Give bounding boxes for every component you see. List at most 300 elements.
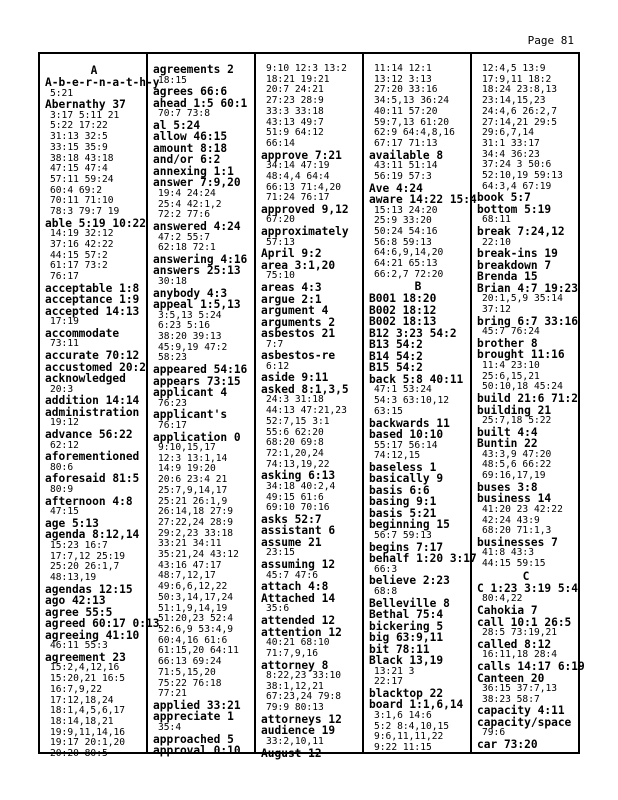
index-reference: 43:3,9 47:20: [482, 448, 552, 460]
index-reference: 79:6: [482, 727, 506, 739]
index-reference: 48:7,12,17: [158, 570, 216, 582]
index-reference: 16:7,9,22: [50, 683, 102, 695]
index-reference: 6:12: [266, 360, 290, 372]
index-entry: board 1:1,6,14: [369, 698, 464, 712]
index-reference: 37:16 42:22: [50, 238, 114, 250]
index-entry: B12 3:23 54:2: [369, 326, 457, 340]
index-entry: appears 73:15: [153, 374, 241, 388]
index-entry: acceptance 1:9: [45, 293, 140, 307]
index-reference: 48:13,19: [50, 571, 97, 583]
index-reference: 76:17: [158, 419, 187, 431]
index-entry: baseless 1: [369, 460, 437, 474]
index-reference: 68:11: [482, 214, 511, 226]
index-entry: attention 12: [261, 625, 342, 639]
index-reference: 47:1 53:24: [374, 384, 432, 396]
index-column-1: [40, 54, 160, 760]
index-reference: 45:7 47:6: [266, 569, 318, 581]
index-reference: 5:2 8:4,10,15: [374, 720, 450, 732]
index-reference: 14:9 19:20: [158, 463, 216, 475]
index-reference: 69:16,17,19: [482, 470, 546, 482]
index-entry: break 7:24,12: [477, 225, 565, 239]
index-entry: blacktop 22: [369, 686, 444, 700]
index-entry: car 73:20: [477, 738, 538, 752]
index-reference: 60:4,16 61:6: [158, 634, 228, 646]
index-entry: based 10:10: [369, 428, 444, 442]
index-reference: 20:3: [50, 383, 74, 395]
index-reference: 6:23 5:16: [158, 320, 210, 332]
index-reference: 78:3 79:7 19: [50, 206, 120, 218]
index-reference: 55:17 56:14: [374, 439, 438, 451]
index-reference: 8:22,23 33:10: [266, 670, 342, 681]
index-entry: assistant 6: [261, 524, 336, 538]
index-reference: 52:7,15 3:1: [266, 415, 330, 427]
index-reference: 19:9,11,14,16: [50, 726, 126, 738]
index-reference: 29:2,23 33:18: [158, 527, 234, 539]
index-reference: 68:20 69:8: [266, 437, 324, 449]
index-reference: 50:10,18 45:24: [482, 381, 563, 393]
index-entry: annexing 1:1: [153, 164, 234, 178]
index-reference: 48:5,6 66:22: [482, 459, 552, 471]
index-reference: 20:20 80:5: [50, 748, 108, 760]
index-reference: 47:15 47:4: [50, 163, 108, 175]
index-reference: 11:4 23:10: [482, 359, 540, 371]
index-entry: addition 14:14: [45, 394, 140, 408]
index-reference: 30:18: [158, 275, 187, 287]
index-entry: approved 9,12: [261, 202, 349, 216]
index-reference: 33:21 34:11: [158, 538, 222, 550]
index-entry: approached 5: [153, 732, 234, 746]
index-reference: 75:10: [266, 270, 295, 282]
index-reference: 27:20 33:16: [374, 84, 438, 96]
index-entry: agenda 8:12,14: [45, 528, 140, 542]
index-reference: 20:1,5,9 35:14: [482, 293, 563, 305]
index-reference: 49:6,6,12,22: [158, 581, 228, 593]
index-reference: 16:11,18 28:4: [482, 649, 558, 661]
index-reference: 79:9 80:13: [266, 702, 324, 714]
index-entry: acceptable 1:8: [45, 281, 140, 295]
index-entry: B14 54:2: [369, 349, 423, 363]
index-reference: 35:21,24 43:12: [158, 549, 239, 561]
index-reference: 48:4,4 64:4: [266, 170, 330, 182]
index-entry: approval 0:10: [153, 744, 241, 758]
index-entry: called 8:12: [477, 637, 552, 651]
index-reference: 43:11 51:14: [374, 160, 438, 172]
index-entry: al 5:24: [153, 118, 201, 132]
index-reference: 51:1,9,14,19: [158, 602, 228, 614]
index-column-4: [364, 54, 477, 754]
index-entry: breakdown 7: [477, 258, 552, 272]
index-entry: brought 11:16: [477, 348, 565, 362]
index-reference: 18:21 19:21: [266, 73, 330, 85]
index-reference: 64:6,9,14,20: [374, 247, 444, 259]
index-reference: 15:23 16:7: [50, 539, 108, 551]
index-reference: 76:17: [50, 271, 79, 283]
index-reference: 23:15: [266, 547, 295, 559]
index-entry: behalf 1:20 3:17: [369, 552, 477, 566]
index-reference: 58:23: [158, 352, 187, 364]
index-reference: 44:15 57:2: [50, 249, 108, 261]
index-reference: 33:3 33:18: [266, 105, 324, 117]
index-reference: 15:20,21 16:5: [50, 673, 126, 685]
index-reference: 15:2,4,12,16: [50, 662, 120, 674]
index-reference: 61:17 73:2: [50, 260, 108, 272]
index-entry: application 0: [153, 430, 241, 444]
index-reference: 5:21: [50, 87, 74, 99]
index-entry: Cahokia 7: [477, 604, 538, 618]
index-entry: attach 4:8: [261, 580, 329, 594]
index-reference: 52:10,19 59:13: [482, 170, 563, 182]
index-reference: 77:21: [158, 688, 187, 700]
index-reference: 66:14: [266, 137, 295, 149]
index-reference: 35:4: [158, 721, 182, 733]
index-reference: 18:24 23:8,13: [482, 84, 558, 96]
index-reference: 27:14,21 29:5: [482, 116, 558, 128]
index-reference: 12:3 13:1,14: [158, 452, 228, 464]
index-letter-heading: B: [414, 280, 422, 294]
index-reference: 17:12,18,24: [50, 694, 114, 706]
index-entry: Ave 4:24: [369, 181, 423, 195]
index-reference: 9:6,11,11,22: [374, 731, 444, 743]
index-reference: 34:4 36:23: [482, 148, 540, 160]
index-reference: 43:13 49:7: [266, 116, 324, 128]
index-entry: applied 33:21: [153, 698, 241, 712]
index-reference: 38:23 58:7: [482, 693, 540, 705]
index-reference: 34:5,13 36:24: [374, 95, 450, 107]
index-reference: 13:21 3: [374, 665, 415, 677]
index-reference: 47:2 55:7: [158, 231, 210, 243]
index-reference: 12:4,5 13:9: [482, 63, 546, 74]
index-entry: attorney 8: [261, 658, 329, 672]
index-reference: 72:1,20,24: [266, 447, 324, 459]
index-reference: 18:1,4,5,6,17: [50, 705, 126, 717]
page-number: Page 81: [527, 34, 574, 47]
index-reference: 68:20 71:1,3: [482, 525, 552, 537]
index-reference: 80:9: [50, 483, 74, 495]
index-entry: B001 18:20: [369, 292, 437, 306]
index-entry: accustomed 20:2: [45, 360, 147, 374]
index-reference: 54:3 63:10,12: [374, 395, 450, 407]
index-reference: 67:20: [266, 214, 295, 226]
index-reference: 50:3,14,17,24: [158, 591, 234, 603]
index-entry: April 9:2: [261, 247, 322, 261]
index-entry: acknowledged: [45, 372, 126, 386]
index-entry: A-b-e-r-n-a-t-h-y: [45, 76, 160, 89]
index-reference: 24:4,6 26:2,7: [482, 105, 558, 117]
index-entry: building 21: [477, 403, 552, 417]
index-reference: 37:12: [482, 304, 511, 316]
index-entry: administration: [45, 405, 140, 419]
index-reference: 43:16 47:17: [158, 559, 222, 571]
index-reference: 3:1,6 14:6: [374, 709, 432, 721]
index-reference: 33:15 35:9: [50, 141, 108, 153]
index-entry: asking 6:13: [261, 469, 336, 483]
index-reference: 57:11 59:24: [50, 173, 114, 185]
index-entry: business 14: [477, 492, 552, 506]
index-entry: capacity/space: [477, 715, 572, 729]
index-entry: and/or 6:2: [153, 153, 221, 167]
index-reference: 22:10: [482, 236, 511, 248]
index-reference: 74:12,15: [374, 450, 421, 462]
index-reference: 74:13,19,22: [266, 458, 330, 470]
index-entry: call 10:1 26:5: [477, 615, 572, 629]
index-reference: 37:24 3 50:6: [482, 159, 552, 171]
index-reference: 63:15: [374, 405, 403, 417]
index-entry: approximately: [261, 225, 349, 239]
index-entry: area 3:1,20: [261, 258, 336, 272]
index-reference: 15:13 24:20: [374, 204, 438, 216]
index-entry: big 63:9,11: [369, 631, 444, 645]
index-reference: 13:12 3:13: [374, 73, 432, 85]
index-reference: 62:12: [50, 439, 79, 451]
index-entry: argue 2:1: [261, 292, 322, 306]
index-reference: 7:7: [266, 338, 284, 350]
index-entry: basis 5:21: [369, 506, 437, 520]
index-entry: afternoon 4:8: [45, 494, 133, 508]
index-entry: ahead 1:5 60:1: [153, 96, 248, 110]
index-reference: 25:9 33:20: [374, 215, 432, 227]
index-entry: answers 25:13: [153, 264, 241, 278]
index-reference: 3:17 5:11 21: [50, 109, 120, 121]
index-entry: built 4:4: [477, 425, 538, 439]
index-reference: 66:13 71:4,20: [266, 181, 342, 193]
index-entry: bring 6:7 33:16: [477, 314, 579, 328]
index-entry: agreeing 41:10: [45, 628, 140, 642]
index-reference: 64:3,4 67:19: [482, 180, 552, 192]
index-entry: bickering 5: [369, 619, 444, 633]
index-reference: 27:22,24 28:9: [158, 516, 234, 528]
index-entry: available 8: [369, 148, 444, 162]
index-entry: B002 18:12: [369, 303, 437, 317]
index-entry: attorneys 12: [261, 712, 342, 726]
index-reference: 19:4 24:24: [158, 187, 216, 199]
index-entry: allow 46:15: [153, 130, 228, 144]
index-reference: 61:15,20 64:11: [158, 645, 239, 657]
index-entry: accepted 14:13: [45, 304, 140, 318]
index-entry: Belleville 8: [369, 596, 450, 610]
index-entry: asks 52:7: [261, 512, 322, 526]
index-entry: Bethal 75:4: [369, 608, 444, 622]
index-reference: 70:11 71:10: [50, 195, 114, 207]
index-reference: 64:21 65:13: [374, 258, 438, 270]
index-reference: 25:7,18 5:22: [482, 415, 552, 427]
index-reference: 20:7 24:21: [266, 84, 324, 96]
index-entry: beginning 15: [369, 518, 450, 532]
index-entry: able 5:19 10:22: [45, 216, 147, 230]
index-entry: calls 14:17 6:19: [477, 660, 585, 673]
index-entry: applicant 4: [153, 386, 228, 400]
index-reference: 66:3: [374, 563, 398, 575]
index-entry: C 1:23 3:19 5:4: [477, 581, 579, 595]
index-page-frame: [38, 52, 585, 760]
index-reference: 25:20 26:1,7: [50, 561, 120, 573]
index-reference: 25:4 42:1,2: [158, 198, 222, 210]
index-reference: 66:13 69:24: [158, 656, 222, 668]
index-reference: 27:23 28:9: [266, 95, 324, 107]
index-reference: 26:14,18 27:9: [158, 506, 234, 518]
index-entry: Canteen 20: [477, 671, 545, 685]
index-reference: 60:4 69:2: [50, 184, 102, 196]
index-entry: basically 9: [369, 472, 444, 486]
index-column-5: [472, 54, 585, 752]
index-reference: 49:15 61:6: [266, 491, 324, 503]
index-reference: 57:13: [266, 236, 295, 248]
index-reference: 9:10,15,17: [158, 442, 216, 454]
index-reference: 31:1 33:17: [482, 137, 540, 149]
index-reference: 38:1,12,21: [266, 680, 324, 692]
index-entry: answer 7:9,20: [153, 176, 241, 190]
index-entry: August 12: [261, 746, 322, 760]
index-entry: attended 12: [261, 614, 336, 628]
index-reference: 44:13 47:21,23: [266, 405, 347, 417]
index-reference: 9:10 12:3 13:2: [266, 63, 347, 74]
index-entry: bottom 5:19: [477, 202, 552, 216]
index-entry: aside 9:11: [261, 371, 329, 385]
index-reference: 9:22 11:15: [374, 742, 432, 754]
index-reference: 17:19: [50, 316, 79, 328]
index-reference: 3:5,13 5:24: [158, 309, 222, 321]
index-reference: 24:3 31:18: [266, 394, 324, 406]
index-reference: 11:14 12:1: [374, 63, 432, 74]
index-letter-heading: A: [90, 64, 98, 77]
index-reference: 18:14,18,21: [50, 715, 114, 727]
index-reference: 25:6,15,21: [482, 370, 540, 382]
index-entry: answering 4:16: [153, 252, 248, 266]
index-entry: build 21:6 71:2: [477, 392, 579, 406]
index-reference: 41:8 43:3: [482, 547, 534, 559]
index-entry: Buntin 22: [477, 437, 538, 451]
index-entry: amount 8:18: [153, 141, 228, 155]
index-column-3: [256, 54, 364, 760]
index-reference: 22:17: [374, 676, 403, 688]
index-entry: Attached 14: [261, 591, 336, 605]
index-entry: agreements 2: [153, 63, 234, 76]
index-entry: assuming 12: [261, 558, 336, 572]
index-column-2: [148, 54, 256, 758]
index-entry: audience 19: [261, 724, 336, 738]
index-reference: 31:13 32:5: [50, 131, 108, 143]
index-reference: 46:11 55:3: [50, 640, 108, 652]
index-reference: 71:5,15,20: [158, 666, 216, 678]
index-reference: 55:6 62:20: [266, 426, 324, 438]
index-entry: asbestos 21: [261, 327, 336, 341]
index-entry: agendas 12:15: [45, 582, 133, 596]
index-entry: Brian 4:7 19:23: [477, 281, 579, 295]
index-entry: agrees 66:6: [153, 85, 228, 99]
index-reference: 68:8: [374, 585, 398, 597]
index-reference: 56:7 59:13: [374, 529, 432, 541]
index-letter-heading: C: [522, 569, 530, 583]
index-reference: 33:2,10,11: [266, 735, 324, 747]
index-reference: 59:7,13 61:20: [374, 116, 450, 128]
index-entry: B002 18:13: [369, 315, 437, 329]
index-reference: 80:6: [50, 461, 74, 473]
index-entry: agreement 23: [45, 650, 126, 664]
index-reference: 69:10 70:16: [266, 502, 330, 514]
index-reference: 25:21 26:1,9: [158, 495, 228, 507]
index-entry: answered 4:24: [153, 220, 241, 234]
index-reference: 40:11 57:20: [374, 105, 438, 117]
index-entry: aware 14:22 15:4: [369, 193, 477, 207]
index-reference: 44:15 59:15: [482, 558, 546, 570]
index-entry: appreciate 1: [153, 710, 234, 724]
index-entry: capacity 4:11: [477, 704, 565, 718]
index-entry: backwards 11: [369, 416, 450, 430]
index-entry: Black 13,19: [369, 654, 444, 668]
index-reference: 80:4,22: [482, 593, 523, 605]
index-reference: 71:24 76:17: [266, 192, 330, 204]
index-reference: 29:6,7,14: [482, 127, 534, 139]
index-reference: 66:2,7 72:20: [374, 268, 444, 280]
index-entry: advance 56:22: [45, 428, 133, 442]
index-reference: 56:8 59:13: [374, 236, 432, 248]
index-reference: 17:7,12 25:19: [50, 550, 126, 562]
index-entry: asbestos-re: [261, 349, 336, 363]
index-reference: 62:9 64:4,8,16: [374, 127, 455, 139]
index-reference: 50:24 54:16: [374, 225, 438, 237]
index-entry: B13 54:2: [369, 338, 423, 352]
index-entry: age 5:13: [45, 516, 99, 530]
index-reference: 73:11: [50, 338, 79, 350]
index-reference: 28:5 73:19,21: [482, 627, 558, 639]
index-entry: asked 8:1,3,5: [261, 382, 349, 396]
index-reference: 25:7,9,14,17: [158, 484, 228, 496]
index-reference: 5:22 17:22: [50, 120, 108, 132]
index-reference: 17:9,11 18:2: [482, 73, 552, 85]
index-reference: 19:12: [50, 417, 79, 429]
index-entry: businesses 7: [477, 535, 558, 549]
index-reference: 56:19 57:3: [374, 170, 432, 182]
index-entry: argument 4: [261, 304, 329, 318]
index-entry: ago 42:13: [45, 594, 106, 608]
index-reference: 35:6: [266, 603, 290, 615]
index-reference: 45:9,19 47:2: [158, 341, 228, 353]
index-entry: accurate 70:12: [45, 349, 140, 363]
index-entry: applicant's: [153, 408, 228, 422]
index-entry: buses 3:8: [477, 480, 538, 494]
index-reference: 47:15: [50, 506, 79, 518]
index-entry: appeal 1:5,13: [153, 298, 241, 312]
index-reference: 19:17 20:1,20: [50, 737, 126, 749]
index-entry: believe 2:23: [369, 574, 450, 588]
index-reference: 71:7,9,16: [266, 647, 318, 659]
index-entry: aforementioned: [45, 450, 140, 464]
index-reference: 62:18 72:1: [158, 242, 216, 254]
index-reference: 42:24 43:9: [482, 514, 540, 526]
index-reference: 40:21 68:10: [266, 637, 330, 649]
index-entry: appeared 54:16: [153, 363, 248, 377]
index-entry: agree 55:5: [45, 605, 113, 619]
index-entry: B15 54:2: [369, 361, 423, 375]
index-entry: basis 6:6: [369, 483, 430, 497]
index-entry: approve 7:21: [261, 148, 342, 162]
index-reference: 34:18 40:2,4: [266, 480, 336, 492]
index-entry: back 5:8 40:11: [369, 372, 464, 386]
index-reference: 75:22 76:18: [158, 677, 222, 689]
index-reference: 67:23,24 79:8: [266, 691, 342, 703]
index-entry: basing 9:1: [369, 495, 437, 509]
index-reference: 34:14 47:19: [266, 160, 330, 172]
index-reference: 38:18 43:18: [50, 152, 114, 164]
index-entry: assume 21: [261, 535, 322, 549]
index-reference: 14:19 32:12: [50, 228, 114, 240]
index-entry: brother 8: [477, 336, 538, 350]
index-reference: 67:17 71:13: [374, 137, 438, 149]
index-reference: 38:20 39:13: [158, 331, 222, 343]
index-reference: 70:7 73:8: [158, 108, 210, 120]
index-reference: 51:20,23 52:4: [158, 613, 234, 625]
index-reference: 23:14,15,23: [482, 95, 546, 107]
index-entry: areas 4:3: [261, 281, 322, 295]
